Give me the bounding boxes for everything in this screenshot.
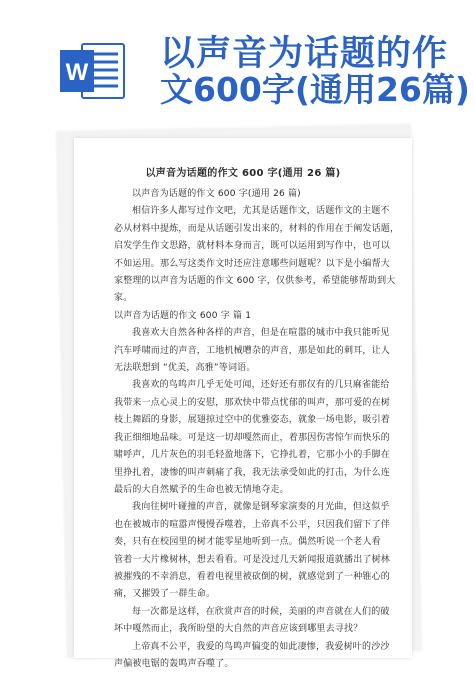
text-line: 无法联想到 “优美，高雅”等词语。 [114, 363, 256, 374]
document-body [114, 186, 400, 673]
text-line: 我带来一点心灵上的安慰，那欢快中带点忧郁的叫声，那可爱的在树 [114, 397, 391, 408]
document-subtitle: 以声音为话题的作文 600 字(通用 26 篇) [132, 189, 301, 199]
document-page [74, 138, 412, 669]
text-line: 最后的大自然赋予的生命也被无情地夺走。 [114, 484, 289, 495]
text-line: 管着一大片橡树林，想去看看。可是没过几天新闻报道就播出了树林 [114, 554, 391, 565]
text-line: 家整理的以声音为话题的作文 600 字，仅供参考，希望能够帮助到大 [114, 276, 396, 287]
text-line: 痛，又摧毁了一群生命。 [114, 589, 216, 600]
text-line: 我喜欢的鸟鸣声几乎无处可闻，还好还有那仅有的几只麻雀能给 [132, 380, 390, 391]
text-line: 每一次都是这样，在欣赏声音的时候，美丽的声音就在人们的破 [132, 606, 390, 617]
page-title-line-2: 文600字(通用26篇) [160, 70, 470, 109]
text-line: 奏，只有在校园里的树才能零星地听到一点。偶然听说一个老人看 [114, 537, 381, 548]
text-line: 坏中嘎然而止，我所盼望的大自然的声音应该到哪里去寻找？ [114, 624, 363, 635]
word-document-icon [58, 40, 128, 102]
text-line: 被摧残的不幸消息，看着电视里被砍倒的树，就感觉到了一种锥心的 [114, 571, 391, 582]
text-line: 我向往树叶碰撞的声音，就像是钢琴家演奏的月光曲，但这似乎 [132, 502, 390, 513]
section-heading: 以声音为话题的作文 600 字 篇 1 [114, 310, 252, 321]
text-line: 啸呼声，几片灰色的羽毛轻盈地落下，它挣扎着，它那小小的手脚在 [114, 450, 391, 461]
text-line: 必从材料中提炼，而是从话题引发出来的，材料的作用在于阐发话题， [114, 223, 400, 234]
text-line: 我喜欢大自然各种各样的声音，但是在喧嚣的城市中我只能听见 [132, 328, 390, 339]
text-line: 里挣扎着，凄惨的叫声刺痛了我，我无法承受如此的打击，为什么连 [114, 467, 391, 478]
svg-text:W: W [65, 59, 89, 86]
text-line: 上帝真不公平，我爱的鸟鸣声偏变的如此凄惨，我爱树叶的沙沙 [132, 641, 390, 652]
page-header [0, 0, 474, 112]
text-line: 相信许多人都写过作文吧，尤其是话题作文，话题作文的主题不 [132, 206, 390, 217]
text-line: 也在被城市的喧嚣声慢慢吞噬着，上帝真不公平，只因我们留下了伴 [114, 519, 391, 530]
text-line: 枝上舞蹈的身影，展翅掠过空中的优雅姿态，就象一场电影，吸引着 [114, 415, 391, 426]
text-line: 不如运用。那么写这类作文时还应注意哪些问题呢？以下是小编帮大 [114, 258, 391, 269]
text-line: 汽车呼啸而过的声音，工地机械嘈杂的声音，那是如此的刺耳，让人 [114, 345, 391, 356]
document-title: 以声音为话题的作文 600 字(通用 26 篇) [145, 168, 341, 179]
page-title-line-1: 以声音为话题的作 [160, 34, 449, 74]
text-line: 启发学生作文思路，就材料本身而言，既可以运用到写作中，也可以 [114, 241, 391, 252]
text-line: 家。 [114, 293, 133, 304]
text-line: 声偏被电锯的轰鸣声吞噬了。 [114, 658, 234, 669]
text-line: 我正细细地品味。可是这一切却嘎然而止，着那因伤害惊乍而快乐的 [114, 432, 391, 443]
